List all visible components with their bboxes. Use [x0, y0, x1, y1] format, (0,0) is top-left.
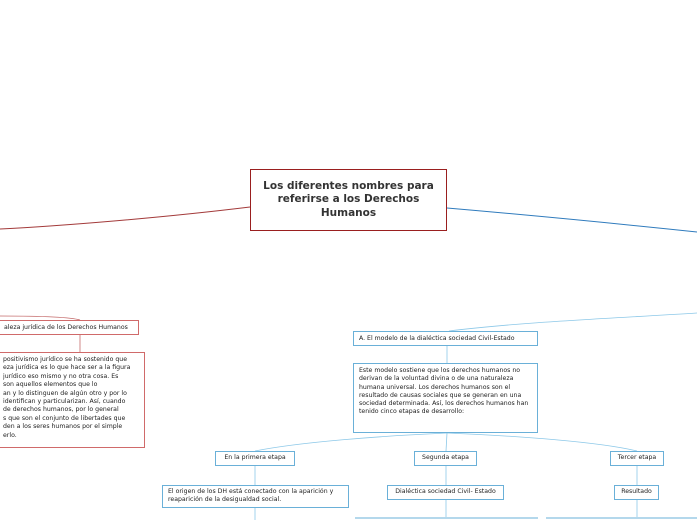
stage-third-detail-node[interactable]	[614, 485, 659, 500]
left-topic-node[interactable]	[0, 320, 139, 335]
left-topic-text: aleza jurídica de los Derechos Humanos	[4, 324, 128, 331]
left-detail-line: positivismo jurídico se ha sostenido que	[3, 356, 128, 363]
stage-first-node[interactable]	[215, 451, 295, 466]
left-detail-line: identifican y particularizan. Así, cuando	[3, 398, 126, 406]
connector-desc-stage2	[446, 433, 447, 451]
left-detail-line: de derechos humanos, por lo general	[3, 406, 119, 414]
central-topic-text: Los diferentes nombres para referirse a los Derechos Humanos	[263, 179, 434, 219]
connector-right-to-modelo	[449, 313, 697, 331]
stage-first-detail-text: El origen de los DH está conectado con la aparición y reaparición de la desigualdad social.	[168, 488, 334, 504]
stage-first-label: En la primera etapa	[224, 454, 286, 462]
connector-desc-stage3	[447, 433, 637, 451]
left-detail-line: son aquellos elementos que lo	[3, 381, 98, 389]
stage-second-node[interactable]	[414, 451, 477, 466]
left-detail-line: eza jurídica es lo que hace ser a la figura	[3, 364, 131, 372]
connector-central-right	[447, 208, 697, 232]
stage-third-detail-text: Resultado	[621, 488, 652, 496]
stage-second-detail-text: Dialéctica sociedad Civil- Estado	[395, 488, 496, 496]
stage-first-detail-node[interactable]	[162, 485, 349, 508]
modelo-topic-text: A. El modelo de la dialéctica sociedad Civil-Estado	[359, 335, 515, 342]
left-detail-line: den a los seres humanos por el simple	[3, 423, 123, 431]
left-detail-line: erlo.	[3, 431, 17, 439]
stage-third-node[interactable]	[610, 451, 664, 466]
central-topic-node[interactable]	[250, 169, 447, 231]
stage-third-label: Tercer etapa	[617, 454, 657, 462]
modelo-description-node[interactable]	[353, 363, 538, 433]
modelo-description-text: Este modelo sostiene que los derechos humanos no derivan de la voluntad divina o de una naturaleza humana universal. Los derechos humanos son el resultado de causas sociales que se generan en una sociedad determinada. Así, los derechos humanos han tenido cinco etapas de desarrollo:	[359, 367, 529, 416]
stage-second-label: Segunda etapa	[422, 454, 469, 462]
left-detail-line: s que son el conjunto de libertades que	[3, 414, 126, 422]
left-detail-line: an y lo distinguen de algún otro y por lo	[3, 389, 127, 397]
left-detail-line: jurídico eso mismo y no otra cosa. Es	[3, 372, 119, 380]
modelo-topic-node[interactable]	[353, 331, 538, 346]
connector-central-left	[0, 207, 250, 229]
stage-second-detail-node[interactable]	[387, 485, 504, 500]
connector-desc-stage1	[255, 433, 447, 451]
left-detail-node[interactable]	[0, 352, 145, 448]
